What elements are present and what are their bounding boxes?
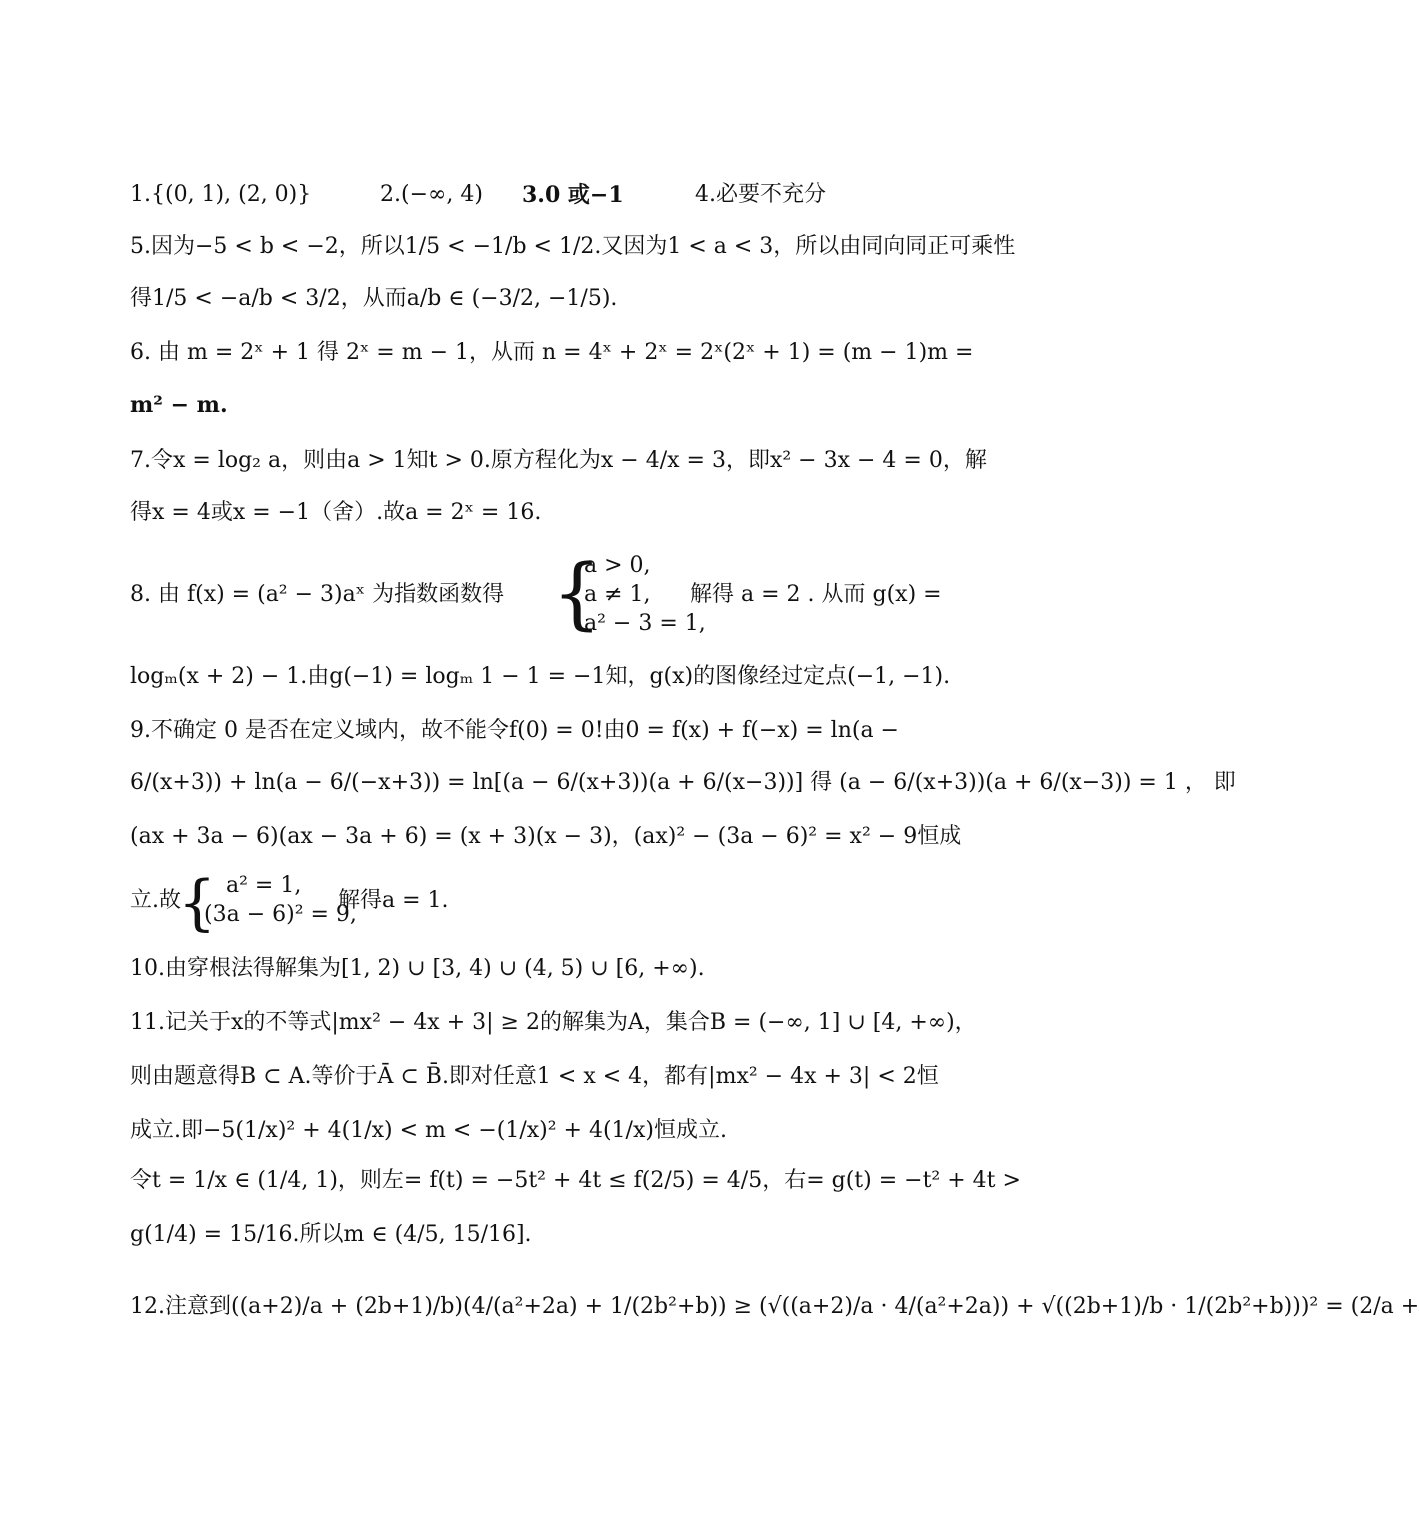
solution-6-line-1: 6. 由 m = 2ˣ + 1 得 2ˣ = m − 1，从而 n = 4ˣ + 2ˣ = 2ˣ(2ˣ + 1) = (m − 1)m = — [130, 340, 974, 365]
solution-5-line-2: 得1/5 < −a/b < 3/2，从而a/b ∈ (−3/2, −1/5). — [130, 286, 618, 311]
solution-9-line-3: (ax + 3a − 6)(ax − 3a + 6) = (x + 3)(x − 3)，(ax)² − (3a − 6)² = x² − 9恒成 — [130, 824, 962, 849]
system-8-row-1: a > 0, — [584, 553, 651, 578]
solution-6-line-2: m² − m. — [130, 392, 228, 418]
solution-11-line-4: 令t = 1/x ∈ (1/4, 1)，则左= f(t) = −5t² + 4t ≤ f(2/5) = 4/5，右= g(t) = −t² + 4t > — [130, 1168, 1021, 1193]
solution-8-line-2: logₘ(x + 2) − 1.由g(−1) = logₘ 1 − 1 = −1知，g(x)的图像经过定点(−1, −1). — [130, 664, 951, 689]
solution-8-system — [552, 549, 706, 640]
left-brace-icon: { — [552, 549, 602, 639]
solution-9-line-1: 9.不确定 0 是否在定义域内，故不能令f(0) = 0!由0 = f(x) + f(−x) = ln(a − — [130, 718, 899, 743]
solution-10: 10.由穿根法得解集为[1, 2) ∪ [3, 4) ∪ (4, 5) ∪ [6, +∞). — [130, 956, 705, 981]
solution-8-line-1-end: 解得 a = 2 . 从而 g(x) = — [690, 582, 942, 607]
solution-5-line-1: 5.因为−5 < b < −2，所以1/5 < −1/b < 1/2.又因为1 < a < 3，所以由同向同正可乘性 — [130, 234, 1016, 259]
left-brace-icon: { — [178, 868, 217, 938]
answer-4: 4.必要不充分 — [695, 182, 826, 207]
system-9-row-2: (3a − 6)² = 9, — [204, 902, 357, 927]
solution-8-line-1: 8. 由 f(x) = (a² − 3)aˣ 为指数函数得 — [130, 582, 505, 607]
system-8-row-3: a² − 3 = 1, — [584, 611, 706, 636]
solution-9-line-4-end: 解得a = 1. — [338, 888, 449, 913]
system-9-row-1: a² = 1, — [226, 873, 302, 898]
solution-9-line-2: 6/(x+3)) + ln(a − 6/(−x+3)) = ln[(a − 6/(x+3))(a + 6/(x−3))] 得 (a − 6/(x+3))(a + 6/(x−3)) = 1 ， 即 — [130, 770, 1236, 795]
solution-11-line-2: 则由题意得B ⊂ A.等价于Ā ⊂ B̄.即对任意1 < x < 4，都有|mx² − 4x + 3| < 2恒 — [130, 1064, 939, 1089]
system-8-row-2: a ≠ 1, — [584, 582, 651, 607]
answers-1-4-row — [0, 178, 1080, 212]
answer-1: 1.{(0, 1), (2, 0)} — [130, 182, 312, 207]
answer-2: 2.(−∞, 4) — [380, 182, 483, 207]
solution-12-line-1: 12.注意到((a+2)/a + (2b+1)/b)(4/(a²+2a) + 1/(2b²+b)) ≥ (√((a+2)/a · 4/(a²+2a)) + √((2b+1)/b · 1/(2b²+b)))² = (2/a + — [130, 1294, 1419, 1319]
solution-7-line-1: 7.令x = log₂ a，则由a > 1知t > 0.原方程化为x − 4/x = 3，即x² − 3x − 4 = 0，解 — [130, 448, 987, 473]
solution-9-system — [178, 868, 357, 938]
answer-3: 3.0 或−1 — [522, 182, 624, 208]
solution-9-line-4-start: 立.故 — [130, 888, 181, 913]
solution-11-line-5: g(1/4) = 15/16.所以m ∈ (4/5, 15/16]. — [130, 1222, 532, 1247]
solution-11-line-3: 成立.即−5(1/x)² + 4(1/x) < m < −(1/x)² + 4(1/x)恒成立. — [130, 1118, 727, 1143]
solution-7-line-2: 得x = 4或x = −1（舍）.故a = 2ˣ = 16. — [130, 500, 542, 525]
solution-11-line-1: 11.记关于x的不等式|mx² − 4x + 3| ≥ 2的解集为A，集合B = (−∞, 1] ∪ [4, +∞)， — [130, 1010, 977, 1035]
